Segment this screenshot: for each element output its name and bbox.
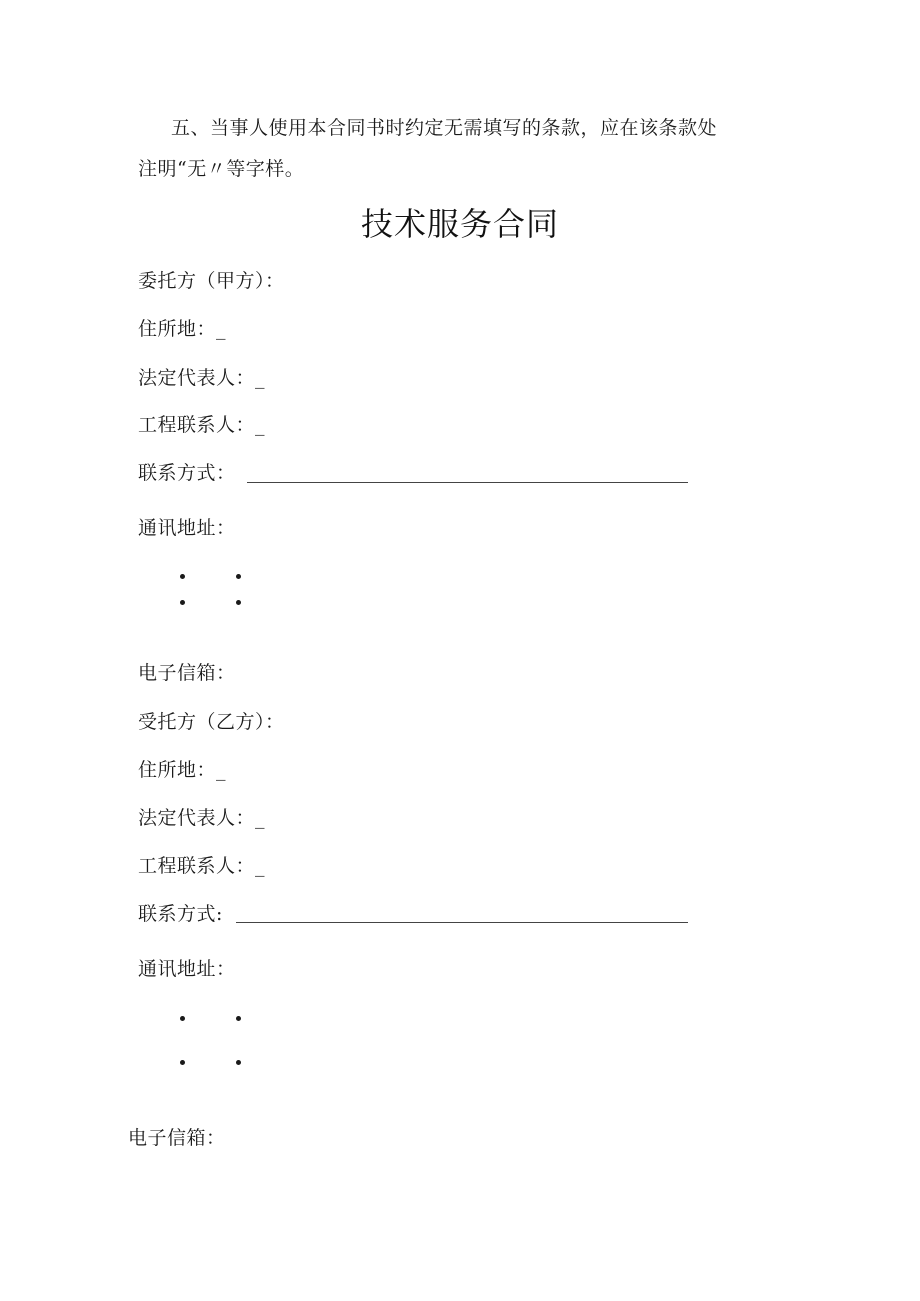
party-b-contact-method-underline <box>236 922 688 923</box>
party-a-legal-rep-field: 法定代表人：_ <box>138 367 266 389</box>
party-b-contact-method-label: 联系方式: <box>138 903 223 925</box>
party-b-address-bullet <box>180 1016 185 1021</box>
party-a-address-bullet <box>180 600 185 605</box>
party-b-contact-person-field: 工程联系人：_ <box>138 855 266 877</box>
note-line-2: 注明“无〃等字样。 <box>138 158 305 180</box>
party-b-mailing-address-label: 通讯地址： <box>138 958 236 980</box>
party-a-contact-method-underline <box>247 482 688 483</box>
party-b-legal-rep-field: 法定代表人：_ <box>138 807 266 829</box>
party-a-address-bullet <box>236 600 241 605</box>
party-a-contact-method-label: 联系方式： <box>138 462 236 484</box>
party-a-address-bullet <box>180 574 185 579</box>
party-a-heading: 委托方（甲方）： <box>138 270 285 292</box>
note-line-1: 五、当事人使用本合同书时约定无需填写的条款，应在该条款处 <box>171 117 718 139</box>
party-b-residence-field: 住所地：_ <box>138 759 227 781</box>
party-a-residence-field: 住所地：_ <box>138 318 227 340</box>
party-a-contact-person-field: 工程联系人：_ <box>138 414 266 436</box>
party-b-address-bullet <box>236 1016 241 1021</box>
party-a-email-label: 电子信箱： <box>138 662 236 684</box>
party-a-address-bullet <box>236 574 241 579</box>
party-b-address-bullet <box>236 1060 241 1065</box>
party-a-mailing-address-label: 通讯地址： <box>138 517 236 539</box>
party-b-email-label: 电子信箱： <box>128 1127 226 1149</box>
party-b-heading: 受托方（乙方）： <box>138 711 285 733</box>
document-title: 技术服务合同 <box>360 205 559 243</box>
party-b-address-bullet <box>180 1060 185 1065</box>
